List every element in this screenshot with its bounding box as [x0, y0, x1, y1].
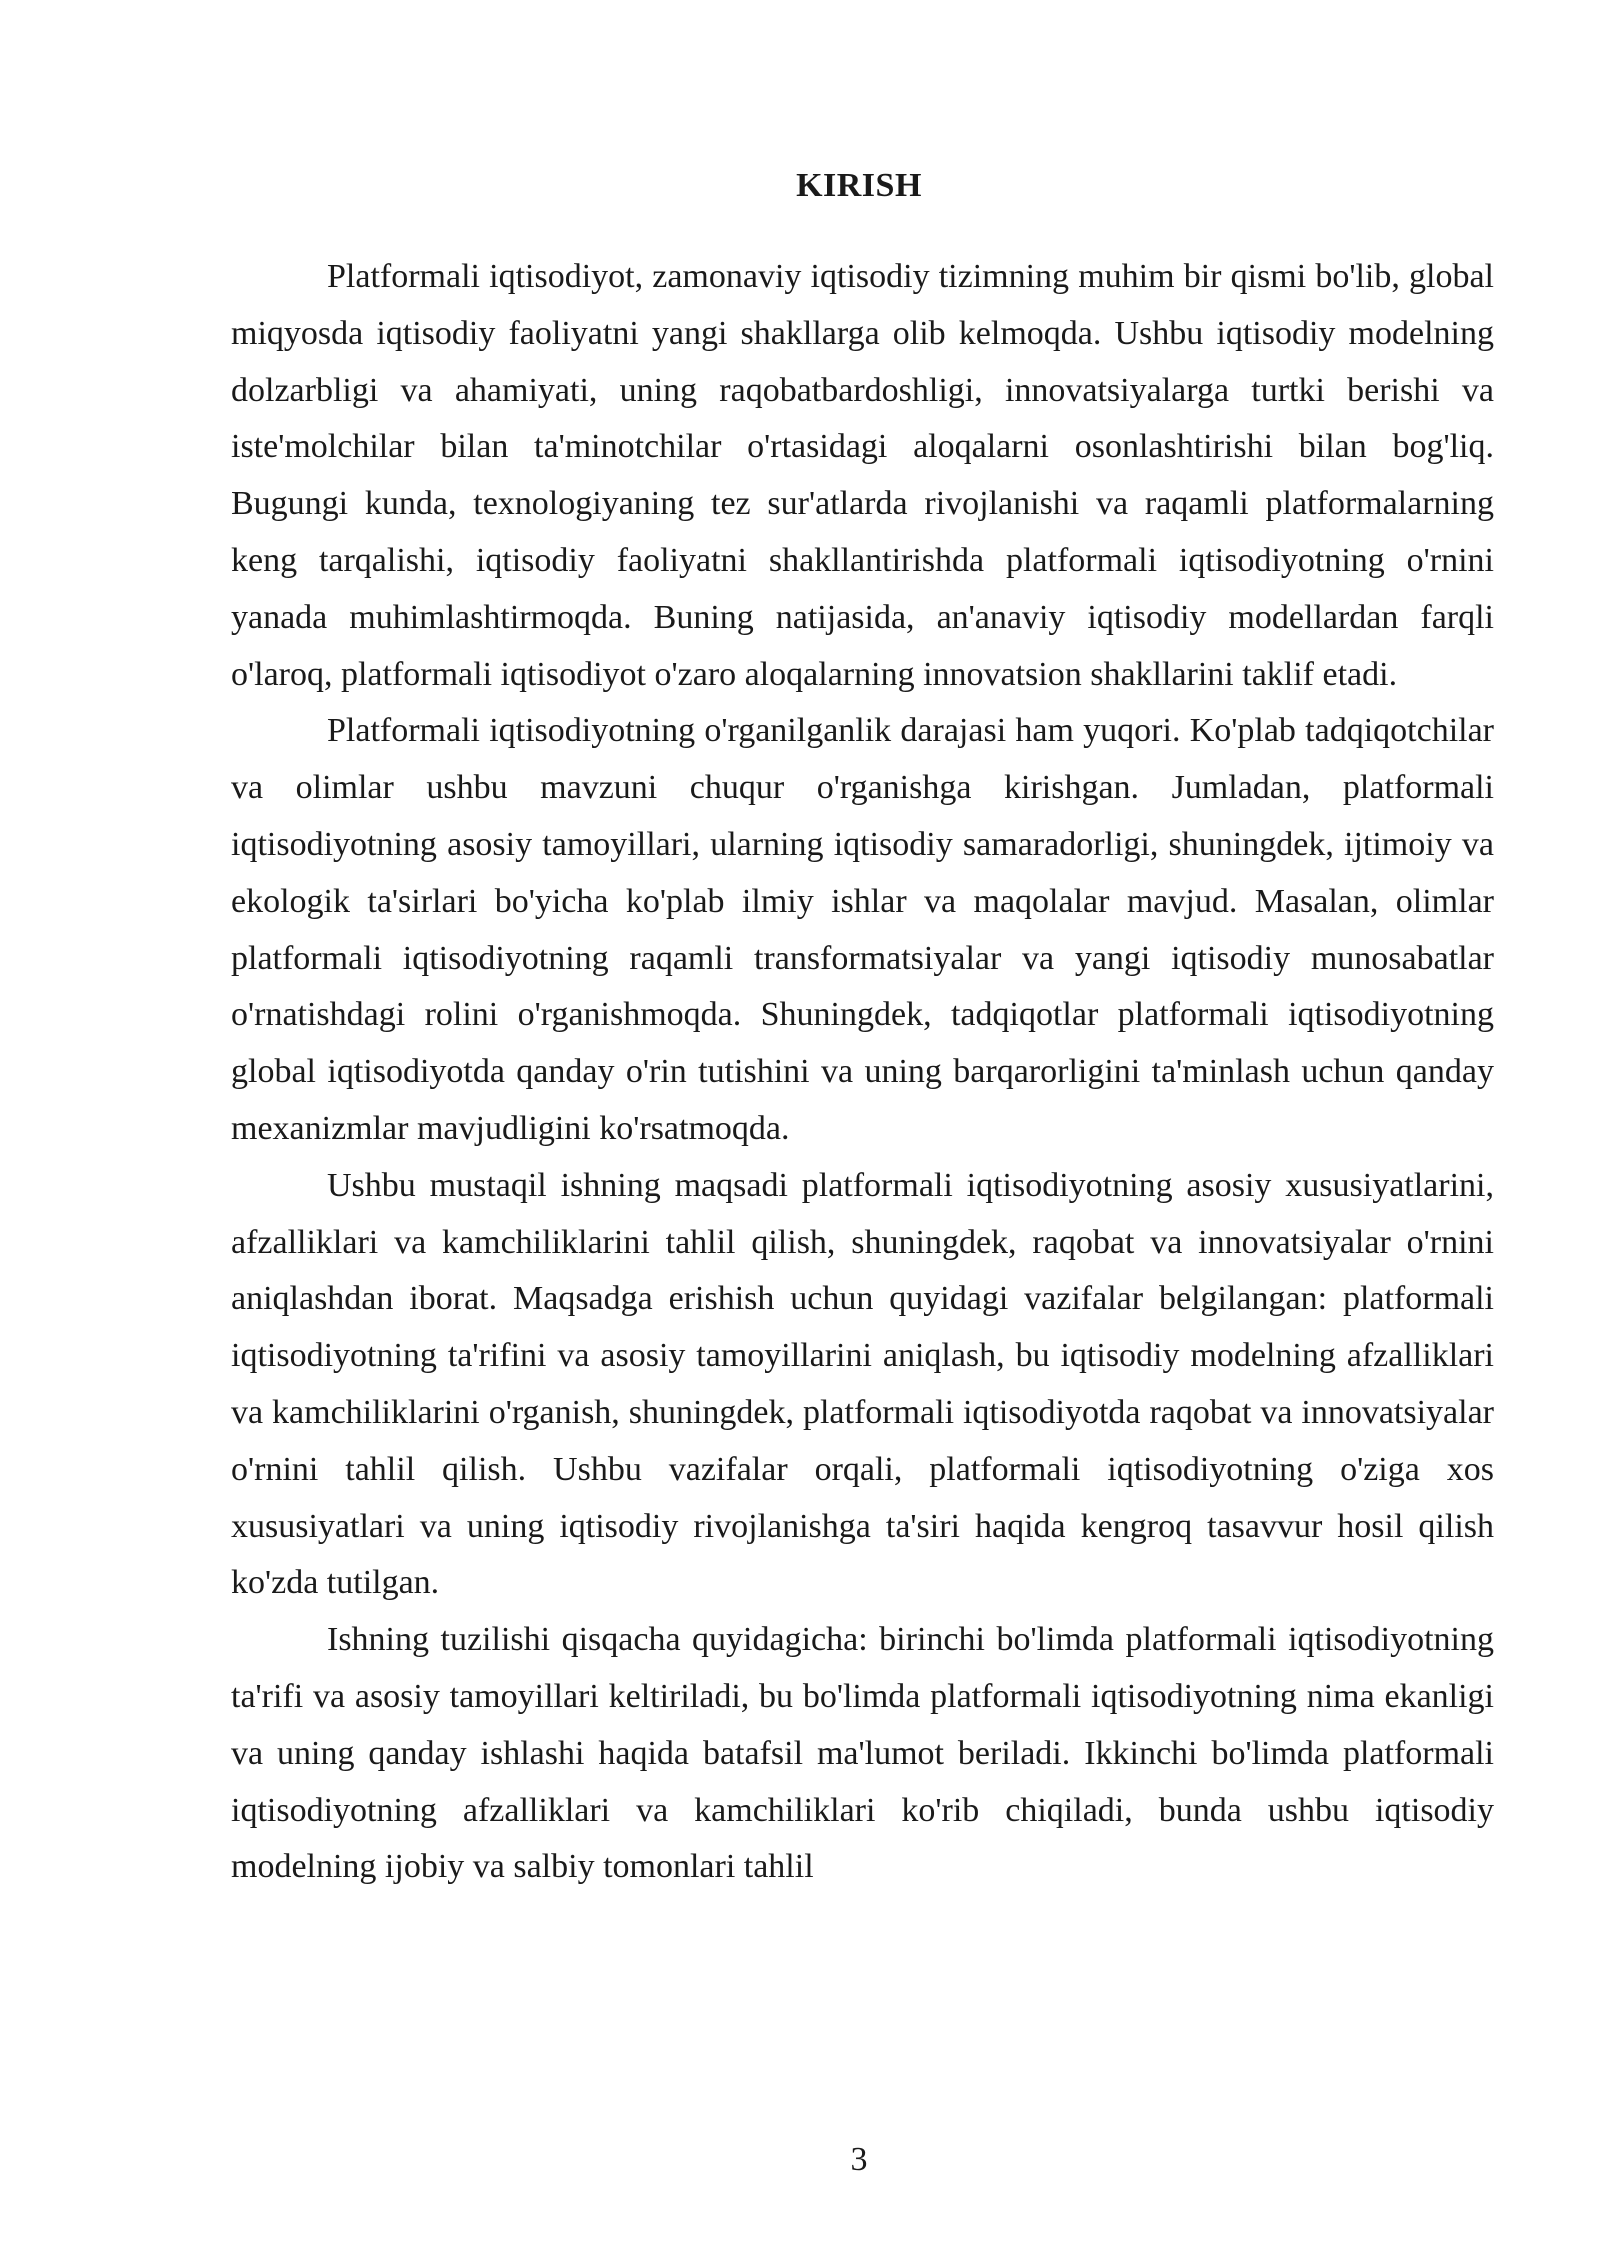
- paragraph-intro: Platformali iqtisodiyot, zamonaviy iqtisodiy tizimning muhim bir qismi bo'lib, global miqyosda iqtisodiy faoliyatni yangi shakllarga olib kelmoqda. Ushbu iqtisodiy modelning dolzarbligi va ahamiyati, uning raqobatbardoshligi, innovatsiyalarga turtki berishi va iste'molchilar bilan ta'minotchilar o'rtasidagi aloqalarni osonlashtirishi bilan bog'liq. Bugungi kunda, texnologiyaning tez sur'atlarda rivojlanishi va raqamli platformalarning keng tarqalishi, iqtisodiy faoliyatni shakllantirishda platformali iqtisodiyotning o'rnini yanada muhimlashtirmoqda. Buning natijasida, an'anaviy iqtisodiy modellardan farqli o'laroq, platformali iqtisodiyot o'zaro aloqalarning innovatsion shakllarini taklif etadi.: [231, 258, 1494, 693]
- paragraph-goal: Ushbu mustaqil ishning maqsadi platformali iqtisodiyotning asosiy xususiyatlarini, afzalliklari va kamchiliklarini tahlil qilish, shuningdek, raqobat va innovatsiyalar o'rnini aniqlashdan iborat. Maqsadga erishish uchun quyidagi vazifalar belgilangan: platformali iqtisodiyotning ta'rifini va asosiy tamoyillarini aniqlash, bu iqtisodiy modelning afzalliklari va kamchiliklarini o'rganish, shuningdek, platformali iqtisodiyotda raqobat va innovatsiyalar o'rnini tahlil qilish. Ushbu vazifalar orqali, platformali iqtisodiyotning o'ziga xos xususiyatlari va uning iqtisodiy rivojlanishga ta'siri haqida kengroq tasavvur hosil qilish ko'zda tutilgan.: [231, 1166, 1494, 1602]
- section-title: KIRISH: [796, 167, 922, 204]
- paragraph-study-level: Platformali iqtisodiyotning o'rganilganlik darajasi ham yuqori. Ko'plab tadqiqotchilar va olimlar ushbu mavzuni chuqur o'rganishga kirishgan. Jumladan, platformali iqtisodiyotning asosiy tamoyillari, ularning iqtisodiy samaradorligi, shuningdek, ijtimoiy va ekologik ta'sirlari bo'yicha ko'plab ilmiy ishlar va maqolalar mavjud. Masalan, olimlar platformali iqtisodiyotning raqamli transformatsiyalar va yangi iqtisodiy munosabatlar o'rnatishdagi rolini o'rganishmoqda. Shuningdek, tadqiqotlar platformali iqtisodiyotning global iqtisodiyotda qanday o'rin tutishini va uning barqarorligini ta'minlash uchun qanday mexanizmlar mavjudligini ko'rsatmoqda.: [231, 712, 1494, 1147]
- body-text: [231, 249, 1494, 1896]
- page-number: 3: [850, 2141, 868, 2178]
- paragraph-structure: Ishning tuzilishi qisqacha quyidagicha: birinchi bo'limda platformali iqtisodiyotning ta'rifi va asosiy tamoyillari keltiriladi, bu bo'limda platformali iqtisodiyotning nima ekanligi va uning qanday ishlashi haqida batafsil ma'lumot beriladi. Ikkinchi bo'limda platformali iqtisodiyotning afzalliklari va kamchiliklari ko'rib chiqiladi, bunda ushbu iqtisodiy modelning ijobiy va salbiy tomonlari tahlil: [231, 1621, 1494, 1886]
